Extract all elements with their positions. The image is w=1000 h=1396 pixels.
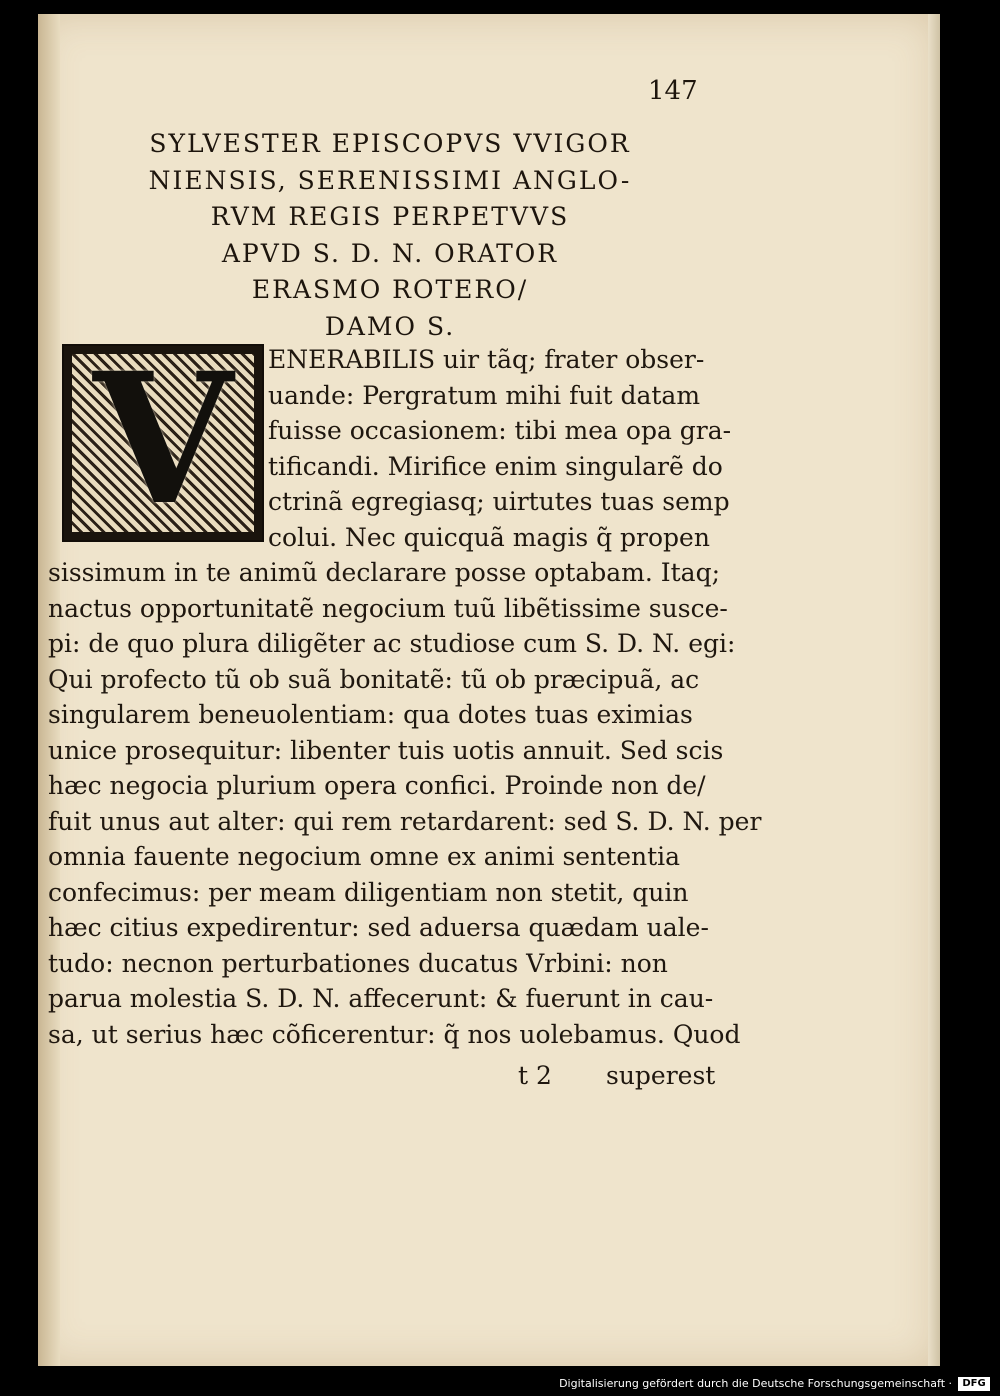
text-line: hæc negocia plurium opera confici. Proinde non de/ (48, 771, 706, 800)
text-line: unice prosequitur: libenter tuis uotis annuit. Sed scis (48, 735, 724, 765)
heading-line: NIENSIS, SERENISSIMI ANGLO- (148, 165, 632, 195)
text-line: tudo: necnon perturbationes ducatus Vrbini: non (48, 948, 668, 978)
text-line: omnia fauente negocium omne ex animi sententia (48, 842, 681, 871)
heading-line: RVM REGIS PERPETVVS (210, 202, 570, 231)
catchword: superest (606, 1061, 716, 1090)
initial-letter: V (93, 334, 233, 545)
page-edge (928, 14, 940, 1366)
body-text (48, 334, 762, 1052)
text-line: confecimus: per meam diligentiam non stetit, quin (48, 877, 689, 907)
heading-line: SYLVESTER EPISCOPVS VVIGOR (149, 129, 631, 158)
page-number: 147 (648, 76, 698, 106)
signature-mark: t 2 (518, 1061, 552, 1090)
text-line: singularem beneuolentiam: qua dotes tuas eximias (48, 700, 693, 729)
text-line: parua molestia S. D. N. affecerunt: & fuerunt in cau- (48, 984, 714, 1013)
text-line: colui. Nec quicquã magis q̃ propen (268, 522, 710, 552)
text-line: ctrinã egregiasq; uirtutes tuas semp (268, 487, 730, 516)
paper-sheet (38, 14, 936, 1366)
funding-credit: Digitalisierung gefördert durch die Deutsche Forschungsgemeinschaft · (559, 1377, 952, 1390)
digitization-footer (0, 1366, 1000, 1396)
text-line: pi: de quo plura diligẽter ac studiose cum S. D. N. egi: (48, 629, 736, 658)
text-line: nactus opportunitatẽ negocium tuũ libẽtissime susce- (48, 593, 728, 623)
text-line: hæc citius expedirentur: sed aduersa quædam uale- (48, 913, 709, 942)
text-line: Qui profecto tũ ob suã bonitatẽ: tũ ob præcipuã, ac (48, 664, 700, 694)
dfg-logo: DFG (958, 1377, 990, 1391)
text-line: fuit unus aut alter: qui rem retardarent: sed S. D. N. per (48, 806, 762, 836)
text-line: tificandi. Mirifice enim singularẽ do (268, 451, 723, 481)
heading-line: ERASMO ROTERO/ (251, 275, 529, 304)
heading-line: APVD S. D. N. ORATOR (221, 238, 559, 268)
page-foot (48, 1058, 728, 1094)
text-line: fuisse occasionem: tibi mea opa gra- (268, 416, 732, 445)
letter-heading (110, 126, 670, 345)
text-line: sa, ut serius hæc cõficerentur: q̃ nos uolebamus. Quod (48, 1019, 741, 1049)
text-line: uande: Pergratum mihi fuit datam (268, 380, 701, 410)
heading-line: DAMO S. (324, 311, 456, 341)
text-line: ENERABILIS uir tãq; frater obser- (268, 345, 705, 374)
text-line: sissimum in te animũ declarare posse optabam. Itaq; (48, 558, 720, 587)
